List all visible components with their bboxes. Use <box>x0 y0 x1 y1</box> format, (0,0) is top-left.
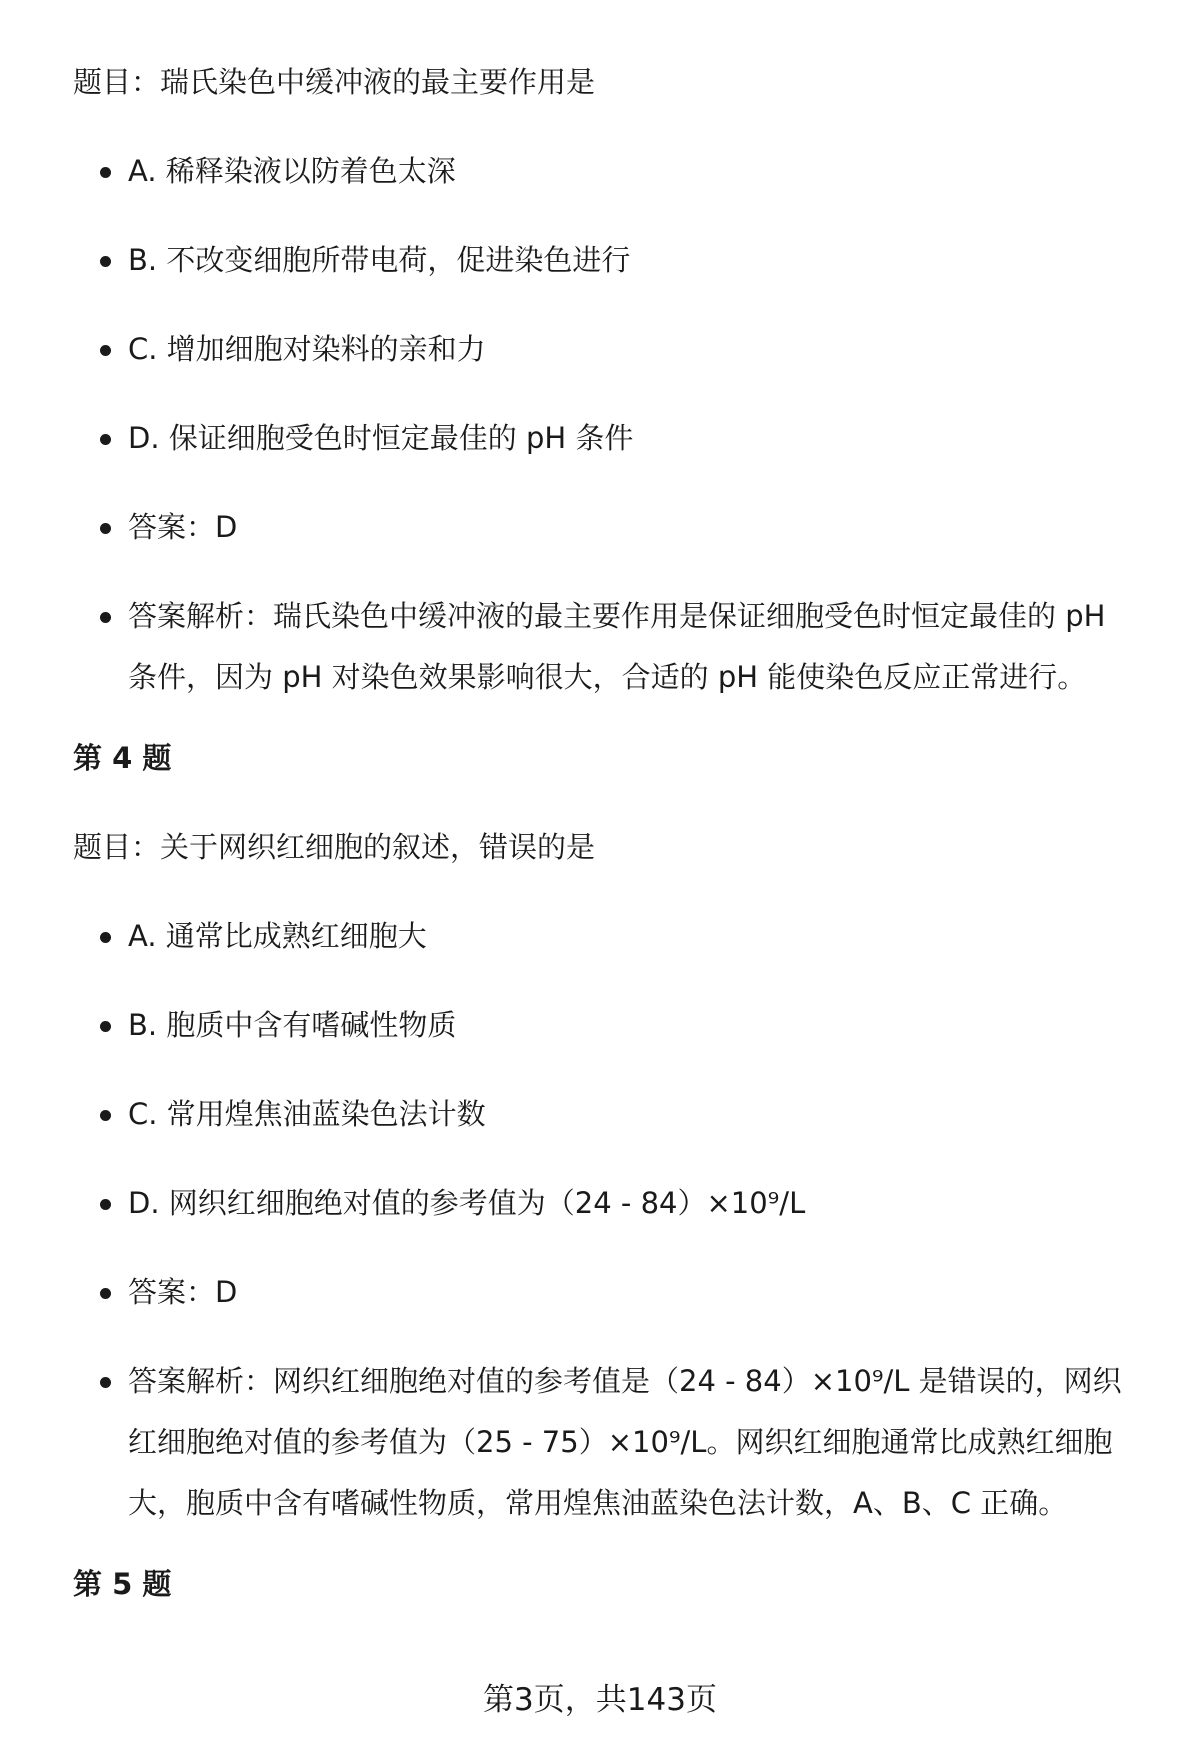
question-5-heading: 第 5 题 <box>73 1567 172 1601</box>
question-4-option-a <box>73 914 1143 958</box>
bullet-icon <box>100 1377 111 1388</box>
question-3-options <box>73 149 1143 708</box>
question-4-options <box>73 914 1143 1534</box>
bullet-icon <box>100 434 111 445</box>
explanation-text: 答案解析：瑞氏染色中缓冲液的最主要作用是保证细胞受色时恒定最佳的 pH 条件，因为 pH 对染色效果影响很大，合适的 pH 能使染色反应正常进行。 <box>128 599 1106 694</box>
question-4-explanation <box>73 1351 1143 1534</box>
bullet-icon <box>100 167 111 178</box>
question-4-option-d <box>73 1181 1143 1225</box>
question-4-option-b <box>73 1003 1143 1047</box>
question-3-option-a <box>73 149 1143 193</box>
explanation-text: 答案解析：网织红细胞绝对值的参考值是（24 - 84）×10⁹/L 是错误的，网织红细胞绝对值的参考值为（25 - 75）×10⁹/L。网织红细胞通常比成熟红细胞大，胞质中含有嗜碱性物质，常用煌焦油蓝染色法计数，A、B、C 正确。 <box>128 1364 1122 1520</box>
option-text: A. 通常比成熟红细胞大 <box>128 919 427 953</box>
answer-text: 答案：D <box>128 510 238 544</box>
bullet-icon <box>100 612 111 623</box>
bullet-icon <box>100 345 111 356</box>
bullet-icon <box>100 1288 111 1299</box>
option-text: A. 稀释染液以防着色太深 <box>128 154 456 188</box>
question-3-stem: 题目：瑞氏染色中缓冲液的最主要作用是 <box>73 65 596 99</box>
page-number-footer: 第3页，共143页 <box>483 1682 717 1718</box>
question-4-stem: 题目：关于网织红细胞的叙述，错误的是 <box>73 830 596 864</box>
bullet-icon <box>100 523 111 534</box>
bullet-icon <box>100 1199 111 1210</box>
question-4-option-c <box>73 1092 1143 1136</box>
option-text: D. 保证细胞受色时恒定最佳的 pH 条件 <box>128 421 634 455</box>
option-text: B. 胞质中含有嗜碱性物质 <box>128 1008 457 1042</box>
question-3-option-c <box>73 327 1143 371</box>
question-3-option-d <box>73 416 1143 460</box>
page-content <box>73 60 1143 1651</box>
question-3-explanation <box>73 586 1143 708</box>
question-3-option-b <box>73 238 1143 282</box>
option-text: C. 常用煌焦油蓝染色法计数 <box>128 1097 486 1131</box>
option-text: B. 不改变细胞所带电荷，促进染色进行 <box>128 243 631 277</box>
question-3-answer <box>73 505 1143 549</box>
question-4-answer <box>73 1270 1143 1314</box>
bullet-icon <box>100 256 111 267</box>
answer-text: 答案：D <box>128 1275 238 1309</box>
bullet-icon <box>100 1021 111 1032</box>
question-4-heading: 第 4 题 <box>73 741 172 775</box>
option-text: C. 增加细胞对染料的亲和力 <box>128 332 486 366</box>
option-text: D. 网织红细胞绝对值的参考值为（24 - 84）×10⁹/L <box>128 1186 806 1220</box>
bullet-icon <box>100 932 111 943</box>
bullet-icon <box>100 1110 111 1121</box>
